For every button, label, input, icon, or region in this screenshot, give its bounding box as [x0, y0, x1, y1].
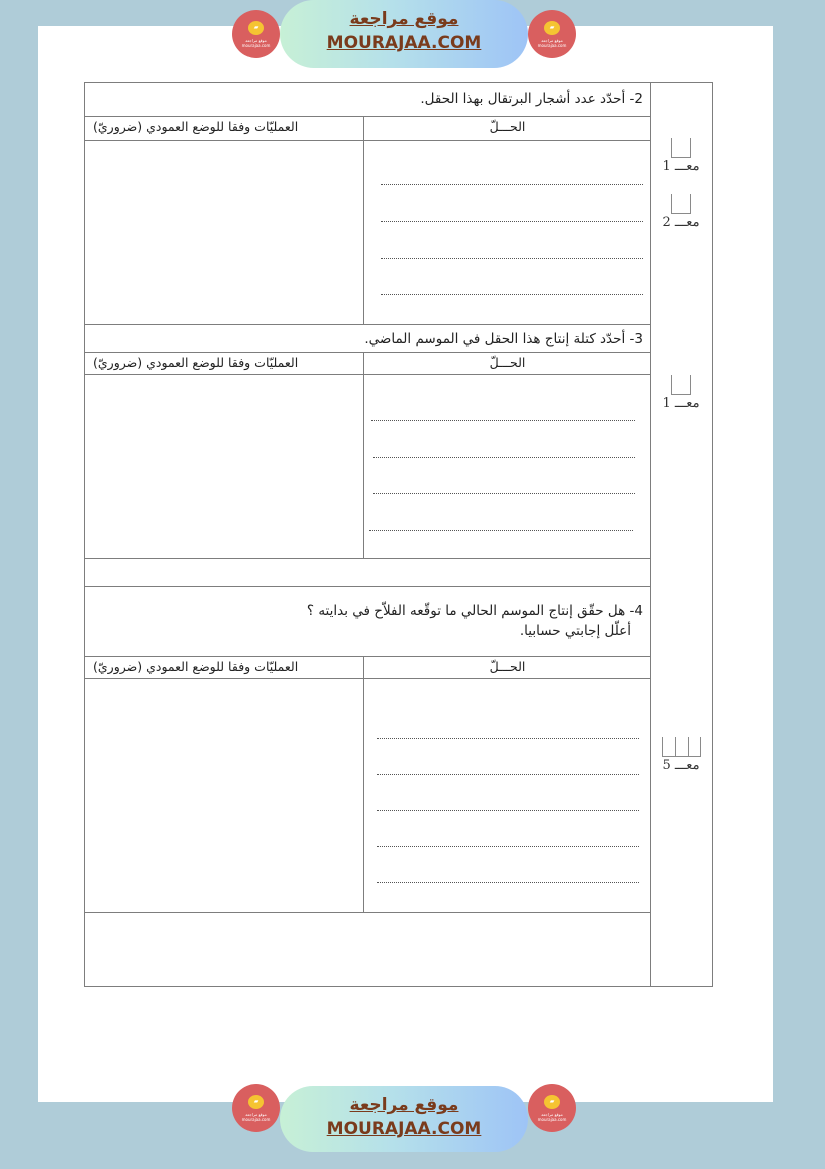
- site-logo-badge: [528, 10, 576, 58]
- answer-dotted-line: [381, 184, 643, 185]
- answer-header-row: [85, 353, 651, 375]
- question-4-text: 4- هل حقّق إنتاج الموسم الحالي ما توقّعه الفلاّح في بدايته ؟: [306, 603, 643, 619]
- score-cell[interactable]: [671, 375, 691, 395]
- score-box: [658, 737, 704, 773]
- operations-header: العمليّات وفقا للوضع العمودي (ضروريّ): [93, 355, 299, 370]
- site-link-pill[interactable]: [280, 0, 528, 68]
- answer-dotted-line: [377, 774, 639, 775]
- question-2-text: 2- أحدّد عدد أشجار البرتقال بهذا الحقل.: [420, 91, 643, 107]
- score-cell[interactable]: [675, 737, 688, 757]
- question-4-instruction: أعلّل إجابتي حسابيا.: [519, 623, 631, 639]
- book-logo-icon: ▰: [248, 1095, 264, 1109]
- solution-header: الحـــلّ: [363, 353, 651, 374]
- spacer-row: [85, 559, 651, 587]
- badge-caption: موقع مراجعة mourajaa.com: [537, 37, 567, 48]
- score-cell[interactable]: [688, 737, 701, 757]
- operations-header: العمليّات وفقا للوضع العمودي (ضروريّ): [93, 119, 299, 134]
- answer-row: [85, 141, 651, 325]
- solution-header: الحـــلّ: [363, 657, 651, 678]
- site-logo-badge: [232, 1084, 280, 1132]
- site-logo-badge: [528, 1084, 576, 1132]
- answer-dotted-line: [377, 738, 639, 739]
- solution-area[interactable]: [363, 141, 651, 324]
- question-row: [85, 587, 651, 657]
- book-logo-icon: ▰: [248, 21, 264, 35]
- site-name: MOURAJAA.COM: [326, 33, 482, 53]
- answer-dotted-line: [373, 493, 635, 494]
- site-banner-bottom[interactable]: [230, 1082, 580, 1156]
- site-banner-top[interactable]: [230, 0, 580, 74]
- answer-dotted-line: [373, 457, 635, 458]
- answer-dotted-line: [369, 530, 633, 531]
- score-label: معـــ 1: [662, 159, 700, 174]
- exercise-body: [85, 83, 651, 986]
- site-arabic-title: موقع مراجعة: [349, 1095, 459, 1115]
- score-box: [658, 194, 704, 230]
- answer-row: [85, 375, 651, 559]
- score-label: معـــ 5: [662, 758, 700, 773]
- answer-dotted-line: [381, 258, 643, 259]
- score-label: معـــ 2: [662, 215, 700, 230]
- book-logo-icon: ▰: [544, 1095, 560, 1109]
- badge-caption: موقع مراجعة mourajaa.com: [241, 1111, 271, 1122]
- answer-dotted-line: [377, 810, 639, 811]
- answer-dotted-line: [381, 294, 643, 295]
- score-cell[interactable]: [671, 194, 691, 214]
- score-label: معـــ 1: [662, 396, 700, 411]
- question-3-text: 3- أحدّد كتلة إنتاج هذا الحقل في الموسم الماضي.: [364, 331, 643, 347]
- badge-caption: موقع مراجعة mourajaa.com: [241, 37, 271, 48]
- book-logo-icon: ▰: [544, 21, 560, 35]
- answer-dotted-line: [371, 420, 635, 421]
- badge-caption: موقع مراجعة mourajaa.com: [537, 1111, 567, 1122]
- score-cell[interactable]: [671, 138, 691, 158]
- question-row: [85, 325, 651, 353]
- score-cell[interactable]: [662, 737, 675, 757]
- exercise-table: [84, 82, 713, 987]
- site-logo-badge: [232, 10, 280, 58]
- final-empty-row: [85, 913, 651, 986]
- answer-header-row: [85, 657, 651, 679]
- question-row: [85, 83, 651, 117]
- score-box: [658, 138, 704, 174]
- solution-header: الحـــلّ: [363, 117, 651, 140]
- operations-header: العمليّات وفقا للوضع العمودي (ضروريّ): [93, 659, 299, 674]
- site-arabic-title: موقع مراجعة: [349, 9, 459, 29]
- answer-header-row: [85, 117, 651, 141]
- solution-area[interactable]: [363, 679, 651, 912]
- score-box: [658, 375, 704, 411]
- operations-area[interactable]: [85, 679, 363, 912]
- operations-area[interactable]: [85, 141, 363, 324]
- score-column: [650, 83, 712, 986]
- answer-dotted-line: [381, 221, 643, 222]
- answer-dotted-line: [377, 882, 639, 883]
- answer-row: [85, 679, 651, 913]
- site-link-pill[interactable]: [280, 1086, 528, 1152]
- answer-dotted-line: [377, 846, 639, 847]
- operations-area[interactable]: [85, 375, 363, 558]
- site-name: MOURAJAA.COM: [326, 1119, 482, 1139]
